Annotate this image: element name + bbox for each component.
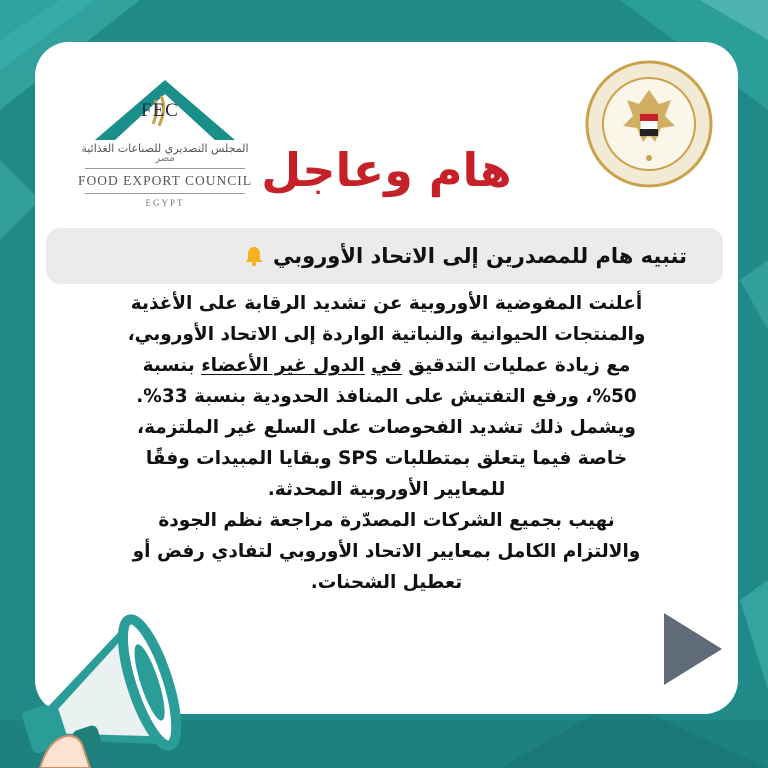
- alert-banner: [46, 228, 723, 284]
- paragraph-2: ويشمل ذلك تشديد الفحوصات على السلع غير الملتزمة، خاصة فيما يتعلق بمتطلبات SPS وبقايا المبيدات وفقًا للمعايير الأوروبية المحدثة.: [137, 417, 636, 500]
- text-span: أعلنت المفوضية الأوروبية عن تشديد الرقابة على الأغذية والمنتجات الحيوانية والنباتية الواردة إلى الاتحاد الأوروبي، مع زيادة عمليات التدقيق: [127, 293, 646, 376]
- fec-english-country: EGYPT: [145, 198, 185, 208]
- divider: [85, 193, 245, 194]
- paragraph-1: [120, 288, 653, 412]
- underlined-text: الدول غير الأعضاء: [201, 355, 365, 376]
- megaphone-icon: [0, 580, 215, 768]
- play-icon: [664, 613, 744, 685]
- fec-abbreviation: FEC: [141, 100, 179, 121]
- fec-english-name: FOOD EXPORT COUNCIL: [78, 173, 252, 188]
- bell-icon: [243, 245, 265, 267]
- fec-arabic-country: مصر: [155, 153, 175, 164]
- headline: هام وعاجل: [261, 143, 512, 197]
- underlined-text: في: [371, 355, 402, 376]
- fec-arabic-name: المجلس التصديري للصناعات الغذائية: [81, 142, 249, 155]
- alert-title: تنبيه هام للمصدرين إلى الاتحاد الأوروبي: [273, 244, 687, 268]
- paragraph-3: نهيب بجميع الشركات المصدّرة مراجعة نظم الجودة والالتزام الكامل بمعايير الاتحاد الأوروبي لتفادي رفض أو تعطيل الشحنات.: [132, 510, 641, 593]
- text-span: بنسبة 50%، ورفع التفتيش على المنافذ الحدودية بنسبة 33%.: [136, 355, 637, 407]
- announcement-body: [120, 288, 653, 598]
